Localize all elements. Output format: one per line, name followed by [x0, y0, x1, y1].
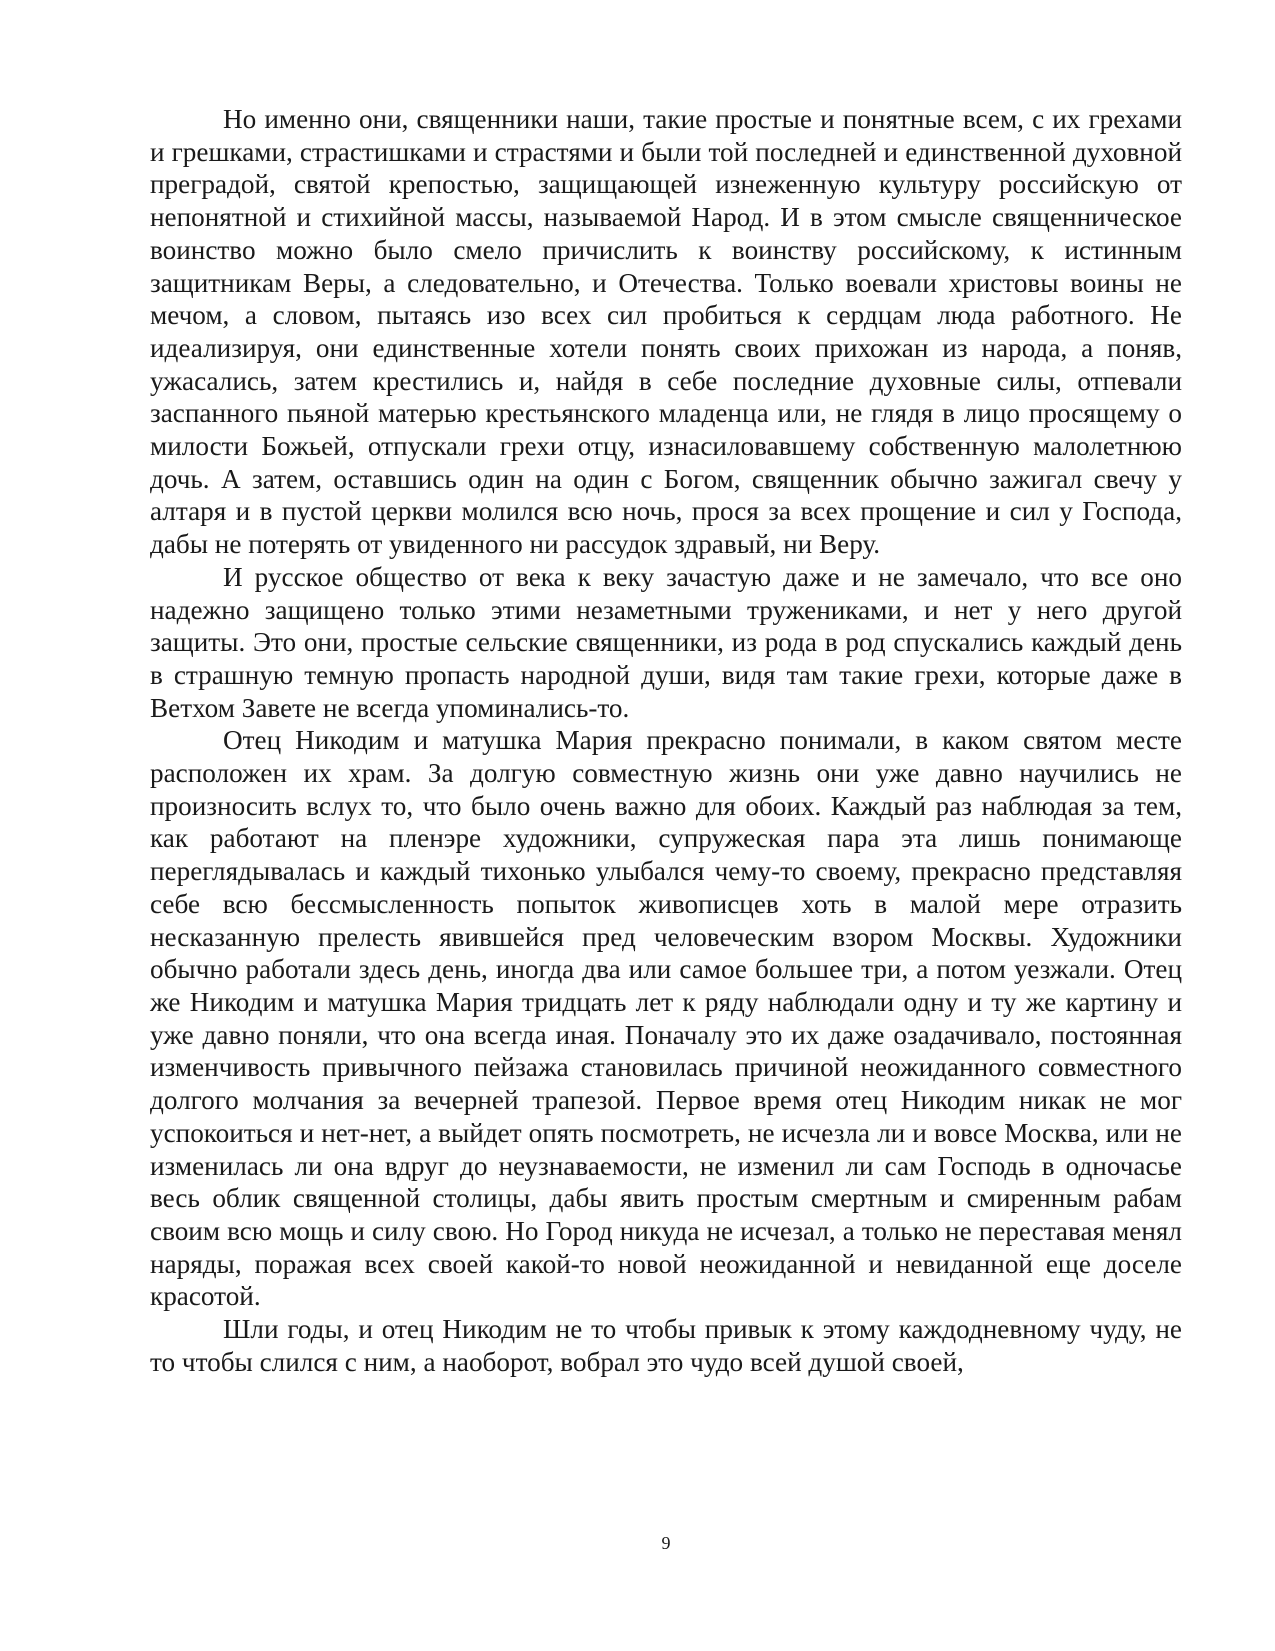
body-text	[150, 103, 1182, 1378]
paragraph-1: Но именно они, священники наши, такие простые и понятные всем, с их грехами и грешками, страстишками и страстями и были той последней и единственной духовной преградой, святой крепостью, защищающей изнеженную культуру российскую от непонятной и стихийной массы, называемой Народ. И в этом смысле священническое воинство можно было смело причислить к воинству российскому, к истинным защитникам Веры, а следовательно, и Отечества. Только воевали христовы воины не мечом, а словом, пытаясь изо всех сил пробиться к сердцам люда работного. Не идеализируя, они единственные хотели понять своих прихожан из народа, а поняв, ужасались, затем крестились и, найдя в себе последние духовные силы, отпевали заспанного пьяной матерью крестьянского младенца или, не глядя в лицо просящему о милости Божьей, отпускали грехи отцу, изнасиловавшему собственную малолетнюю дочь. А затем, оставшись один на один с Богом, священник обычно зажигал свечу у алтаря и в пустой церкви молился всю ночь, прося за всех прощение и сил у Господа, дабы не потерять от увиденного ни рассудок здравый, ни Веру.	[150, 104, 1182, 560]
page-number: 9	[661, 1533, 671, 1553]
paragraph-4: Шли годы, и отец Никодим не то чтобы привык к этому каждодневному чуду, не то чтобы слился с ним, а наоборот, вобрал это чудо всей душой своей,	[150, 1314, 1182, 1377]
paragraph-3: Отец Никодим и матушка Мария прекрасно понимали, в каком святом месте расположен их храм. За долгую совместную жизнь они уже давно научились не произносить вслух то, что было очень важно для обоих. Каждый раз наблюдая за тем, как работают на пленэре художники, супружеская пара эта лишь понимающе переглядывалась и каждый тихонько улыбался чему-то своему, прекрасно представляя себе всю бессмысленность попыток живописцев хоть в малой мере отразить несказанную прелесть явившейся пред человеческим взором Москвы. Художники обычно работали здесь день, иногда два или самое большее три, а потом уезжали. Отец же Никодим и матушка Мария тридцать лет к ряду наблюдали одну и ту же картину и уже давно поняли, что она всегда иная. Поначалу это их даже озадачивало, постоянная изменчивость привычного пейзажа становилась причиной неожиданного совместного долгого молчания за вечерней трапезой. Первое время отец Никодим никак не мог успокоиться и нет-нет, а выйдет опять посмотреть, не исчезла ли и вовсе Москва, или не изменилась ли она вдруг до неузнаваемости, не изменил ли сам Господь в одночасье весь облик священной столицы, дабы явить простым смертным и смиренным рабам своим всю мощь и силу свою. Но Город никуда не исчезал, а только не переставая менял наряды, поражая всех своей какой-то новой неожиданной и невиданной еще доселе красотой.	[150, 725, 1182, 1312]
paragraph-2: И русское общество от века к веку зачастую даже и не замечало, что все оно надежно защищено только этими незаметными тружениками, и нет у него другой защиты. Это они, простые сельские священники, из рода в род спускались каждый день в страшную темную пропасть народной души, видя там такие грехи, которые даже в Ветхом Завете не всегда упоминались-то.	[150, 561, 1182, 723]
